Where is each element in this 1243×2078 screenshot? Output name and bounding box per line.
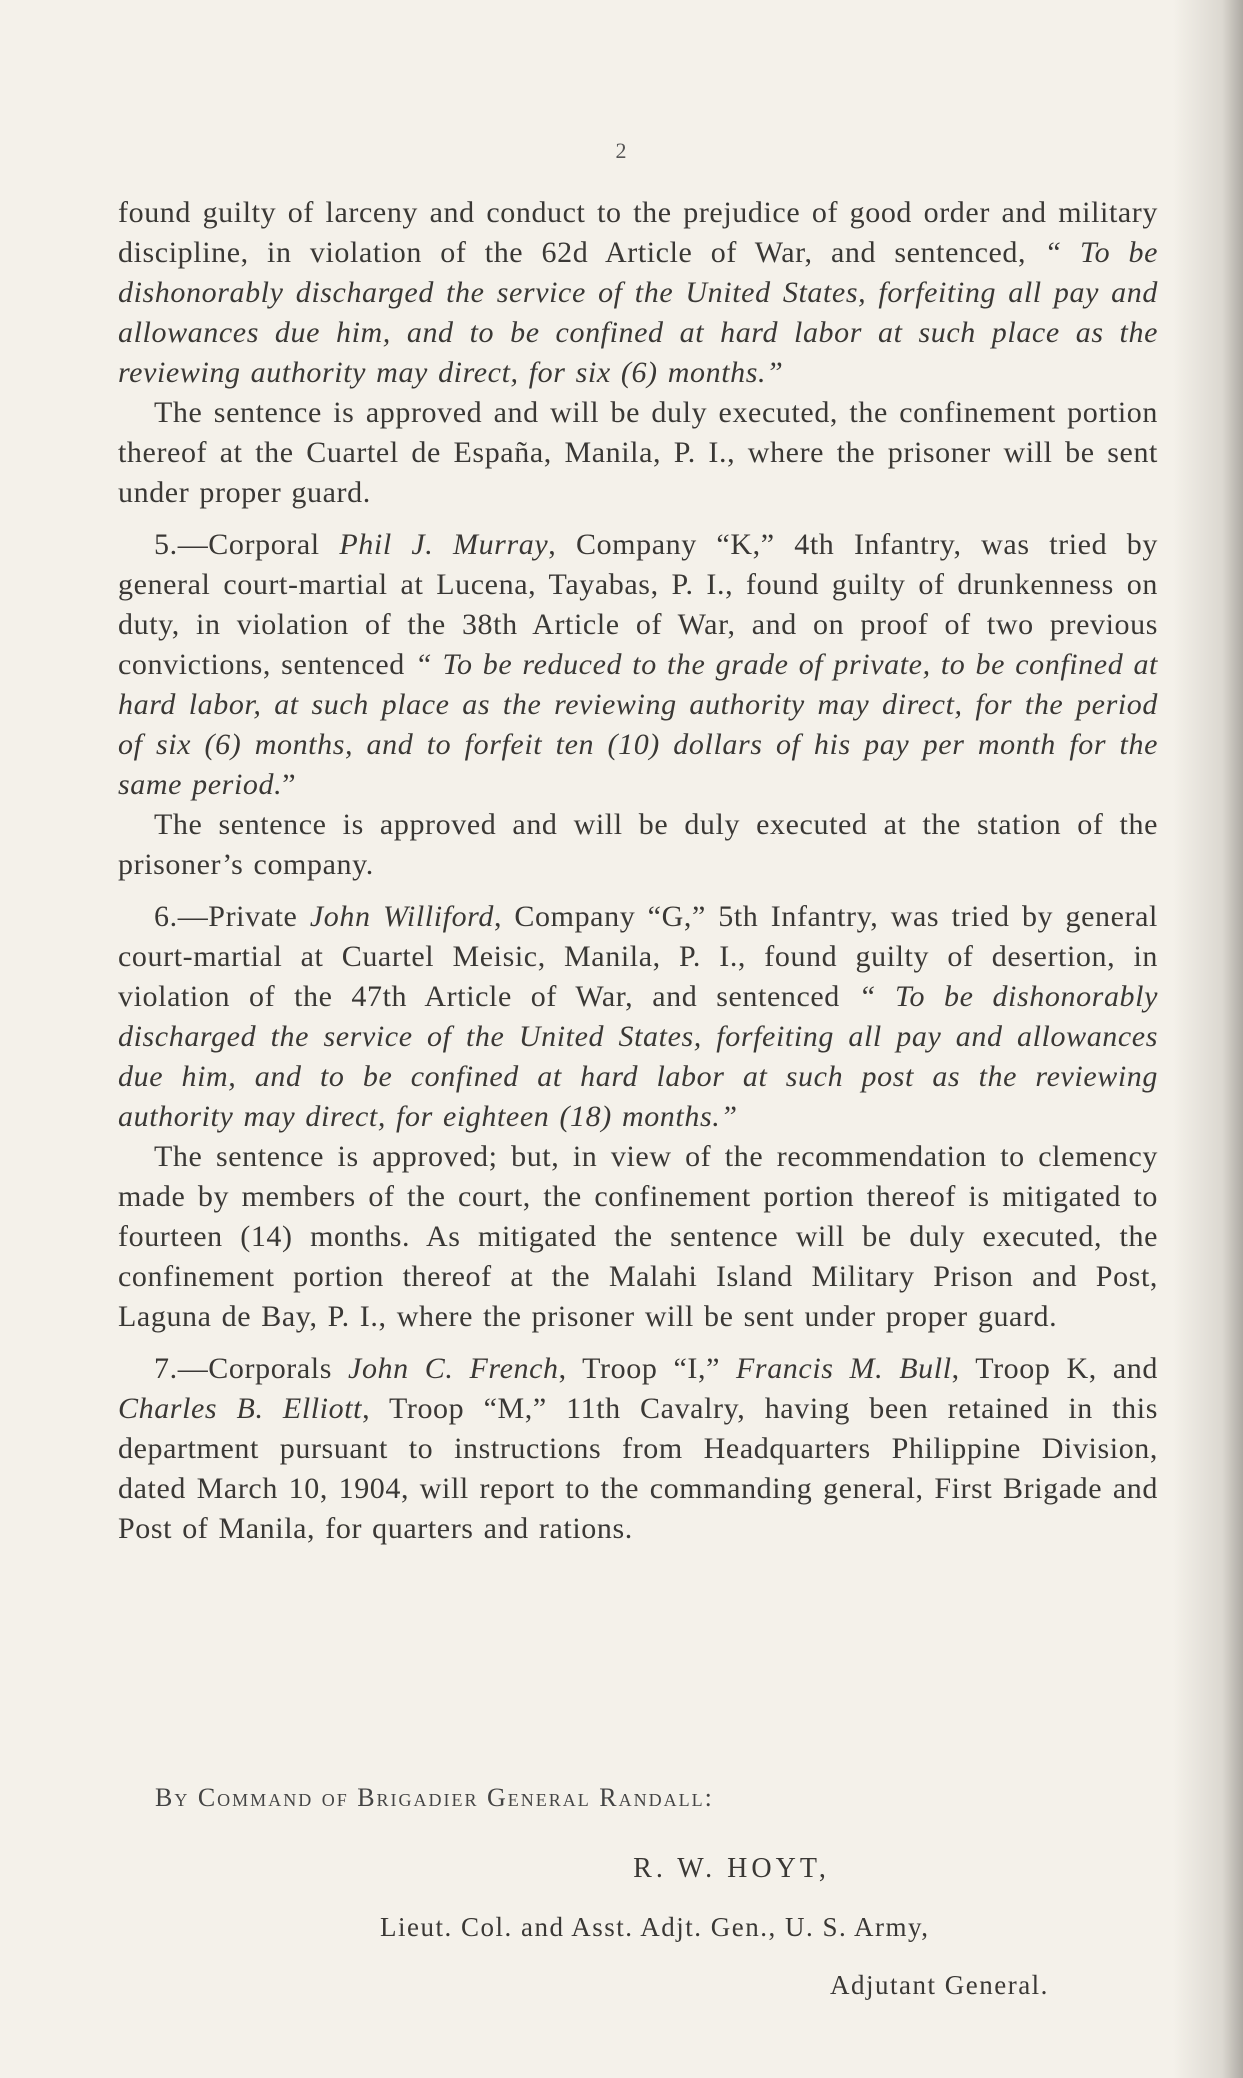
item-7-name-1: John C. French (348, 1352, 559, 1385)
item-6-name: John Williford (309, 900, 494, 933)
signatory-rank: Lieut. Col. and Asst. Adjt. Gen., U. S. Army, (380, 1912, 930, 1942)
page-edge-shadow (1173, 0, 1243, 2078)
item-7-text-c: , Troop “M,” 11th Cavalry, having been retained in this department pursuant to instructions from Headquarters Philippine Division, dated March 10, 1904, will report to the commanding general, First Brigade and Post of Manila, for quarters and rations. (118, 1392, 1158, 1545)
item-4-action: The sentence is approved and will be duly executed, the confinement portion thereof at the Cuartel de España, Manila, P. I., where the prisoner will be sent under proper guard. (118, 396, 1158, 509)
item-5-paragraph (118, 525, 1158, 805)
item-6-text: , Company “G,” 5th Infantry, was tried by general court-martial at Cuartel Meisic, Manila, P. I., found guilty of desertion, in violation of the 47th Article of War, and sentenced (118, 900, 1158, 1013)
item-4-continuation (118, 193, 1158, 393)
item-7-text-a: , Troop “I,” (558, 1352, 736, 1385)
item-7-paragraph (118, 1349, 1158, 1549)
item-5-action: The sentence is approved and will be duly executed at the station of the prisoner’s company. (118, 808, 1158, 881)
item-6-action: The sentence is approved; but, in view of the recommendation to clemency made by members of the court, the confinement portion thereof is mitigated to fourteen (14) months. As mitigated the sentence will be duly executed, the confinement portion thereof at the Malahi Island Military Prison and Post, Laguna de Bay, P. I., where the prisoner will be sent under proper guard. (118, 1140, 1158, 1333)
signatory-name: R. W. HOYT, (633, 1853, 830, 1884)
item-5-name: Phil J. Murray (339, 528, 549, 561)
command-line: By Command of Brigadier General Randall: (155, 1783, 714, 1812)
page-number: 2 (615, 138, 628, 163)
document-body (118, 193, 1158, 1549)
item-7-text-b: , Troop K, and (951, 1352, 1158, 1385)
item-6-sentence: “ To be dishonorably discharged the service of the United States, forfeiting all pay and allowances due him, and to be confined at hard labor at such post as the reviewing authority may direct, for eighteen (18) months.” (118, 980, 1158, 1133)
signatory-title: Adjutant General. (830, 1970, 1049, 2000)
item-6-number: 6.—Private (154, 900, 310, 933)
item-5-close-quote: ” (282, 768, 297, 801)
item-7-name-3: Charles B. Elliott (118, 1392, 363, 1425)
item-4-text: found guilty of larceny and conduct to the prejudice of good order and military discipline, in violation of the 62d Article of War, and sentenced, (118, 196, 1158, 269)
item-5-sentence: “ To be reduced to the grade of private, to be confined at hard labor, at such place as the reviewing authority may direct, for the period of six (6) months, and to forfeit ten (10) dollars of his pay per month for the same period. (118, 648, 1158, 801)
item-5-number: 5.—Corporal (154, 528, 340, 561)
item-6-paragraph (118, 897, 1158, 1137)
item-5-text: , Company “K,” 4th Infantry, was tried by general court-martial at Lucena, Tayabas, P. I., found guilty of drunkenness on duty, in violation of the 38th Article of War, and on proof of two previous convictions, sentenced (118, 528, 1158, 681)
item-7-number: 7.—Corporals (154, 1352, 349, 1385)
item-4-sentence: “ To be dishonorably discharged the service of the United States, forfeiting all pay and allowances due him, and to be confined at hard labor at such place as the reviewing authority may direct, for six (6) months.” (118, 236, 1158, 389)
item-7-name-2: Francis M. Bull (736, 1352, 952, 1385)
